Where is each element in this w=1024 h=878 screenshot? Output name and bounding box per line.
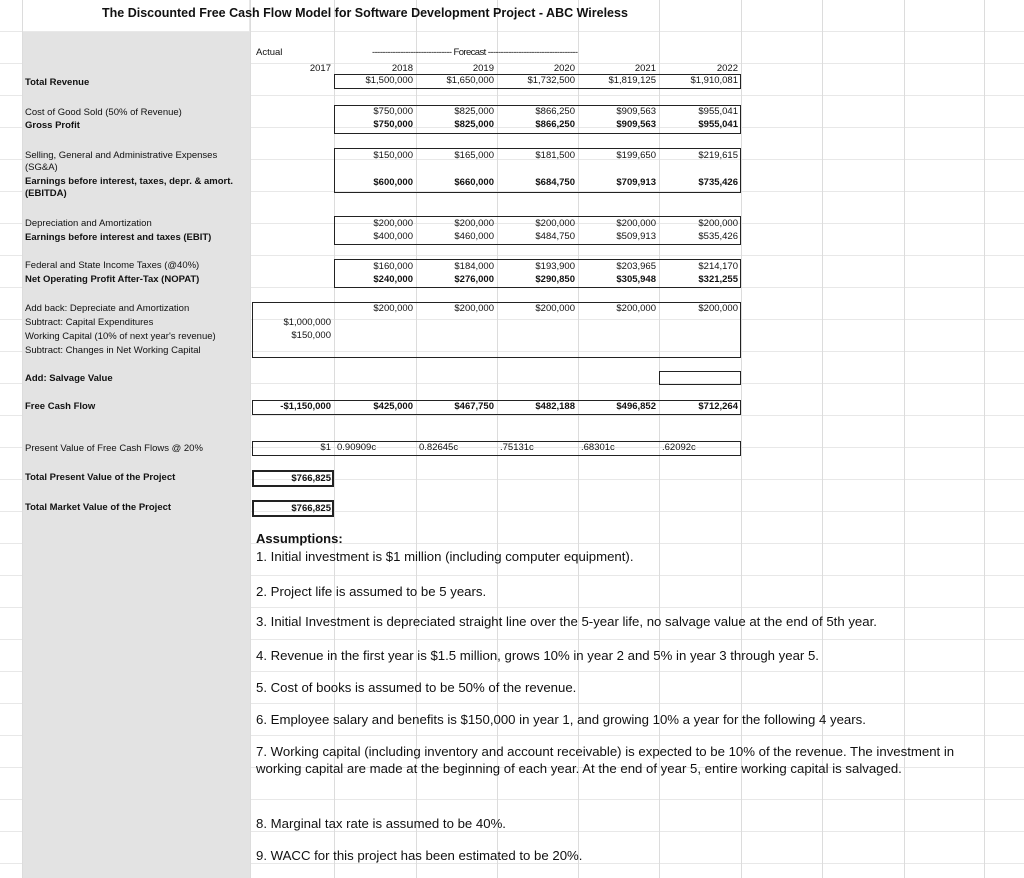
pv-2021[interactable]: .68301c — [581, 442, 615, 453]
tax-2020[interactable]: $193,900 — [535, 261, 575, 272]
fcf-2021[interactable]: $496,852 — [616, 401, 656, 412]
pv-2019[interactable]: 0.82645c — [419, 442, 459, 453]
gross-profit-2018[interactable]: $750,000 — [373, 119, 413, 130]
label-tax: Federal and State Income Taxes (@40%) — [25, 260, 200, 271]
da-2022[interactable]: $200,000 — [698, 218, 738, 229]
gross-profit-2019[interactable]: $825,000 — [454, 119, 494, 130]
fcf-2022[interactable]: $712,264 — [698, 401, 738, 412]
cogs-2020[interactable]: $866,250 — [535, 106, 575, 117]
assumption-item: 6. Employee salary and benefits is $150,000 in year 1, and growing 10% a year for the following 4 years. — [256, 712, 866, 727]
cogs-2018[interactable]: $750,000 — [373, 106, 413, 117]
column-line — [22, 0, 23, 878]
sga-2022[interactable]: $219,615 — [698, 150, 738, 161]
year-2020[interactable]: 2020 — [553, 63, 575, 74]
sga-2021[interactable]: $199,650 — [616, 150, 656, 161]
cogs-2022[interactable]: $955,041 — [698, 106, 738, 117]
addback-2018[interactable]: $200,000 — [373, 303, 413, 314]
tax-2021[interactable]: $203,965 — [616, 261, 656, 272]
label-da: Depreciation and Amortization — [25, 218, 152, 229]
pv-2022[interactable]: .62092c — [662, 442, 696, 453]
fcf-2017[interactable]: -$1,150,000 — [280, 401, 331, 412]
revenue-2022[interactable]: $1,910,081 — [690, 75, 738, 86]
salvage-2022-cell[interactable] — [659, 371, 741, 385]
label-pv: Present Value of Free Cash Flows @ 20% — [25, 443, 203, 454]
ebitda-2022[interactable]: $735,426 — [698, 177, 738, 188]
ebit-2021[interactable]: $509,913 — [616, 231, 656, 242]
sga-2019[interactable]: $165,000 — [454, 150, 494, 161]
nopat-2019[interactable]: $276,000 — [454, 274, 494, 285]
label-total-revenue: Total Revenue — [25, 77, 90, 88]
addback-2022[interactable]: $200,000 — [698, 303, 738, 314]
nopat-2018[interactable]: $240,000 — [373, 274, 413, 285]
label-ebitda: Earnings before interest, taxes, depr. & amort. (EBITDA) — [25, 176, 234, 199]
tax-2018[interactable]: $160,000 — [373, 261, 413, 272]
nopat-2020[interactable]: $290,850 — [535, 274, 575, 285]
assumption-item: 7. Working capital (including inventory and account receivable) is expected to be 10% of the revenue. The investment in working capital are made at the beginning of each year. At the end of year 5, entire working capital is salvaged. — [256, 744, 955, 776]
label-sga: Selling, General and Administrative Expenses (SG&A) — [25, 150, 218, 173]
label-fcf: Free Cash Flow — [25, 401, 96, 412]
label-capex: Subtract: Capital Expenditures — [25, 317, 154, 328]
da-2018[interactable]: $200,000 — [373, 218, 413, 229]
assumption-item: 2. Project life is assumed to be 5 years. — [256, 584, 487, 599]
assumption-item: 9. WACC for this project has been estimated to be 20%. — [256, 848, 583, 863]
sga-2018[interactable]: $150,000 — [373, 150, 413, 161]
revenue-2020[interactable]: $1,732,500 — [527, 75, 575, 86]
gross-profit-2020[interactable]: $866,250 — [535, 119, 575, 130]
sheet-title: The Discounted Free Cash Flow Model for Software Development Project - ABC Wireless — [102, 6, 628, 20]
year-2017[interactable]: 2017 — [309, 63, 331, 74]
forecast-header: ------------------------------- Forecast ----------------------------------- — [372, 47, 578, 58]
label-ebit: Earnings before interest and taxes (EBIT) — [25, 232, 212, 243]
ebitda-2019[interactable]: $660,000 — [454, 177, 494, 188]
label-cogs: Cost of Good Sold (50% of Revenue) — [25, 107, 182, 118]
working-capital-2017[interactable]: $150,000 — [291, 330, 331, 341]
ebit-2019[interactable]: $460,000 — [454, 231, 494, 242]
assumption-item: 5. Cost of books is assumed to be 50% of the revenue. — [256, 680, 577, 695]
addback-2019[interactable]: $200,000 — [454, 303, 494, 314]
year-2019[interactable]: 2019 — [472, 63, 494, 74]
addback-2020[interactable]: $200,000 — [535, 303, 575, 314]
sga-2020[interactable]: $181,500 — [535, 150, 575, 161]
revenue-2021[interactable]: $1,819,125 — [608, 75, 656, 86]
label-total-pv: Total Present Value of the Project — [25, 472, 176, 483]
label-addback: Add back: Depreciate and Amortization — [25, 303, 190, 314]
assumption-item: 3. Initial Investment is depreciated straight line over the 5-year life, no salvage value at the end of 5th year. — [256, 614, 877, 629]
label-nwc-change: Subtract: Changes in Net Working Capital — [25, 345, 201, 356]
nopat-2022[interactable]: $321,255 — [698, 274, 738, 285]
label-nopat: Net Operating Profit After-Tax (NOPAT) — [25, 274, 200, 285]
assumptions-title: Assumptions: — [256, 531, 343, 546]
cogs-2021[interactable]: $909,563 — [616, 106, 656, 117]
ebitda-2018[interactable]: $600,000 — [373, 177, 413, 188]
label-working-capital: Working Capital (10% of next year's revenue) — [25, 331, 216, 342]
capex-2017[interactable]: $1,000,000 — [283, 317, 331, 328]
assumption-item: 4. Revenue in the first year is $1.5 million, grows 10% in year 2 and 5% in year 3 through year 5. — [256, 648, 819, 663]
fcf-2020[interactable]: $482,188 — [535, 401, 575, 412]
da-2020[interactable]: $200,000 — [535, 218, 575, 229]
da-2021[interactable]: $200,000 — [616, 218, 656, 229]
label-gross-profit: Gross Profit — [25, 120, 80, 131]
ebitda-2020[interactable]: $684,750 — [535, 177, 575, 188]
column-line — [250, 0, 251, 878]
label-salvage: Add: Salvage Value — [25, 373, 113, 384]
pv-2020[interactable]: .75131c — [500, 442, 534, 453]
label-total-mv: Total Market Value of the Project — [25, 502, 172, 513]
ebit-2018[interactable]: $400,000 — [373, 231, 413, 242]
fcf-2019[interactable]: $467,750 — [454, 401, 494, 412]
pv-2017[interactable]: $1 — [320, 442, 331, 453]
fcf-2018[interactable]: $425,000 — [373, 401, 413, 412]
assumption-item: 1. Initial investment is $1 million (including computer equipment). — [256, 549, 634, 564]
tax-2022[interactable]: $214,170 — [698, 261, 738, 272]
da-2019[interactable]: $200,000 — [454, 218, 494, 229]
ebit-2020[interactable]: $484,750 — [535, 231, 575, 242]
ebit-2022[interactable]: $535,426 — [698, 231, 738, 242]
gross-profit-2022[interactable]: $955,041 — [698, 119, 738, 130]
year-2022[interactable]: 2022 — [716, 63, 738, 74]
year-2021[interactable]: 2021 — [634, 63, 656, 74]
addback-2021[interactable]: $200,000 — [616, 303, 656, 314]
ebitda-2021[interactable]: $709,913 — [616, 177, 656, 188]
tax-2019[interactable]: $184,000 — [454, 261, 494, 272]
year-2018[interactable]: 2018 — [391, 63, 413, 74]
assumption-item: 8. Marginal tax rate is assumed to be 40%. — [256, 816, 506, 831]
pv-2018[interactable]: 0.90909c — [337, 442, 377, 453]
total-pv-value[interactable]: $766,825 — [291, 473, 331, 484]
cogs-2019[interactable]: $825,000 — [454, 106, 494, 117]
revenue-2019[interactable]: $1,650,000 — [446, 75, 494, 86]
nopat-2021[interactable]: $305,948 — [616, 274, 656, 285]
revenue-2018[interactable]: $1,500,000 — [365, 75, 413, 86]
gross-profit-2021[interactable]: $909,563 — [616, 119, 656, 130]
total-mv-value[interactable]: $766,825 — [291, 503, 331, 514]
actual-header: Actual — [256, 47, 283, 58]
